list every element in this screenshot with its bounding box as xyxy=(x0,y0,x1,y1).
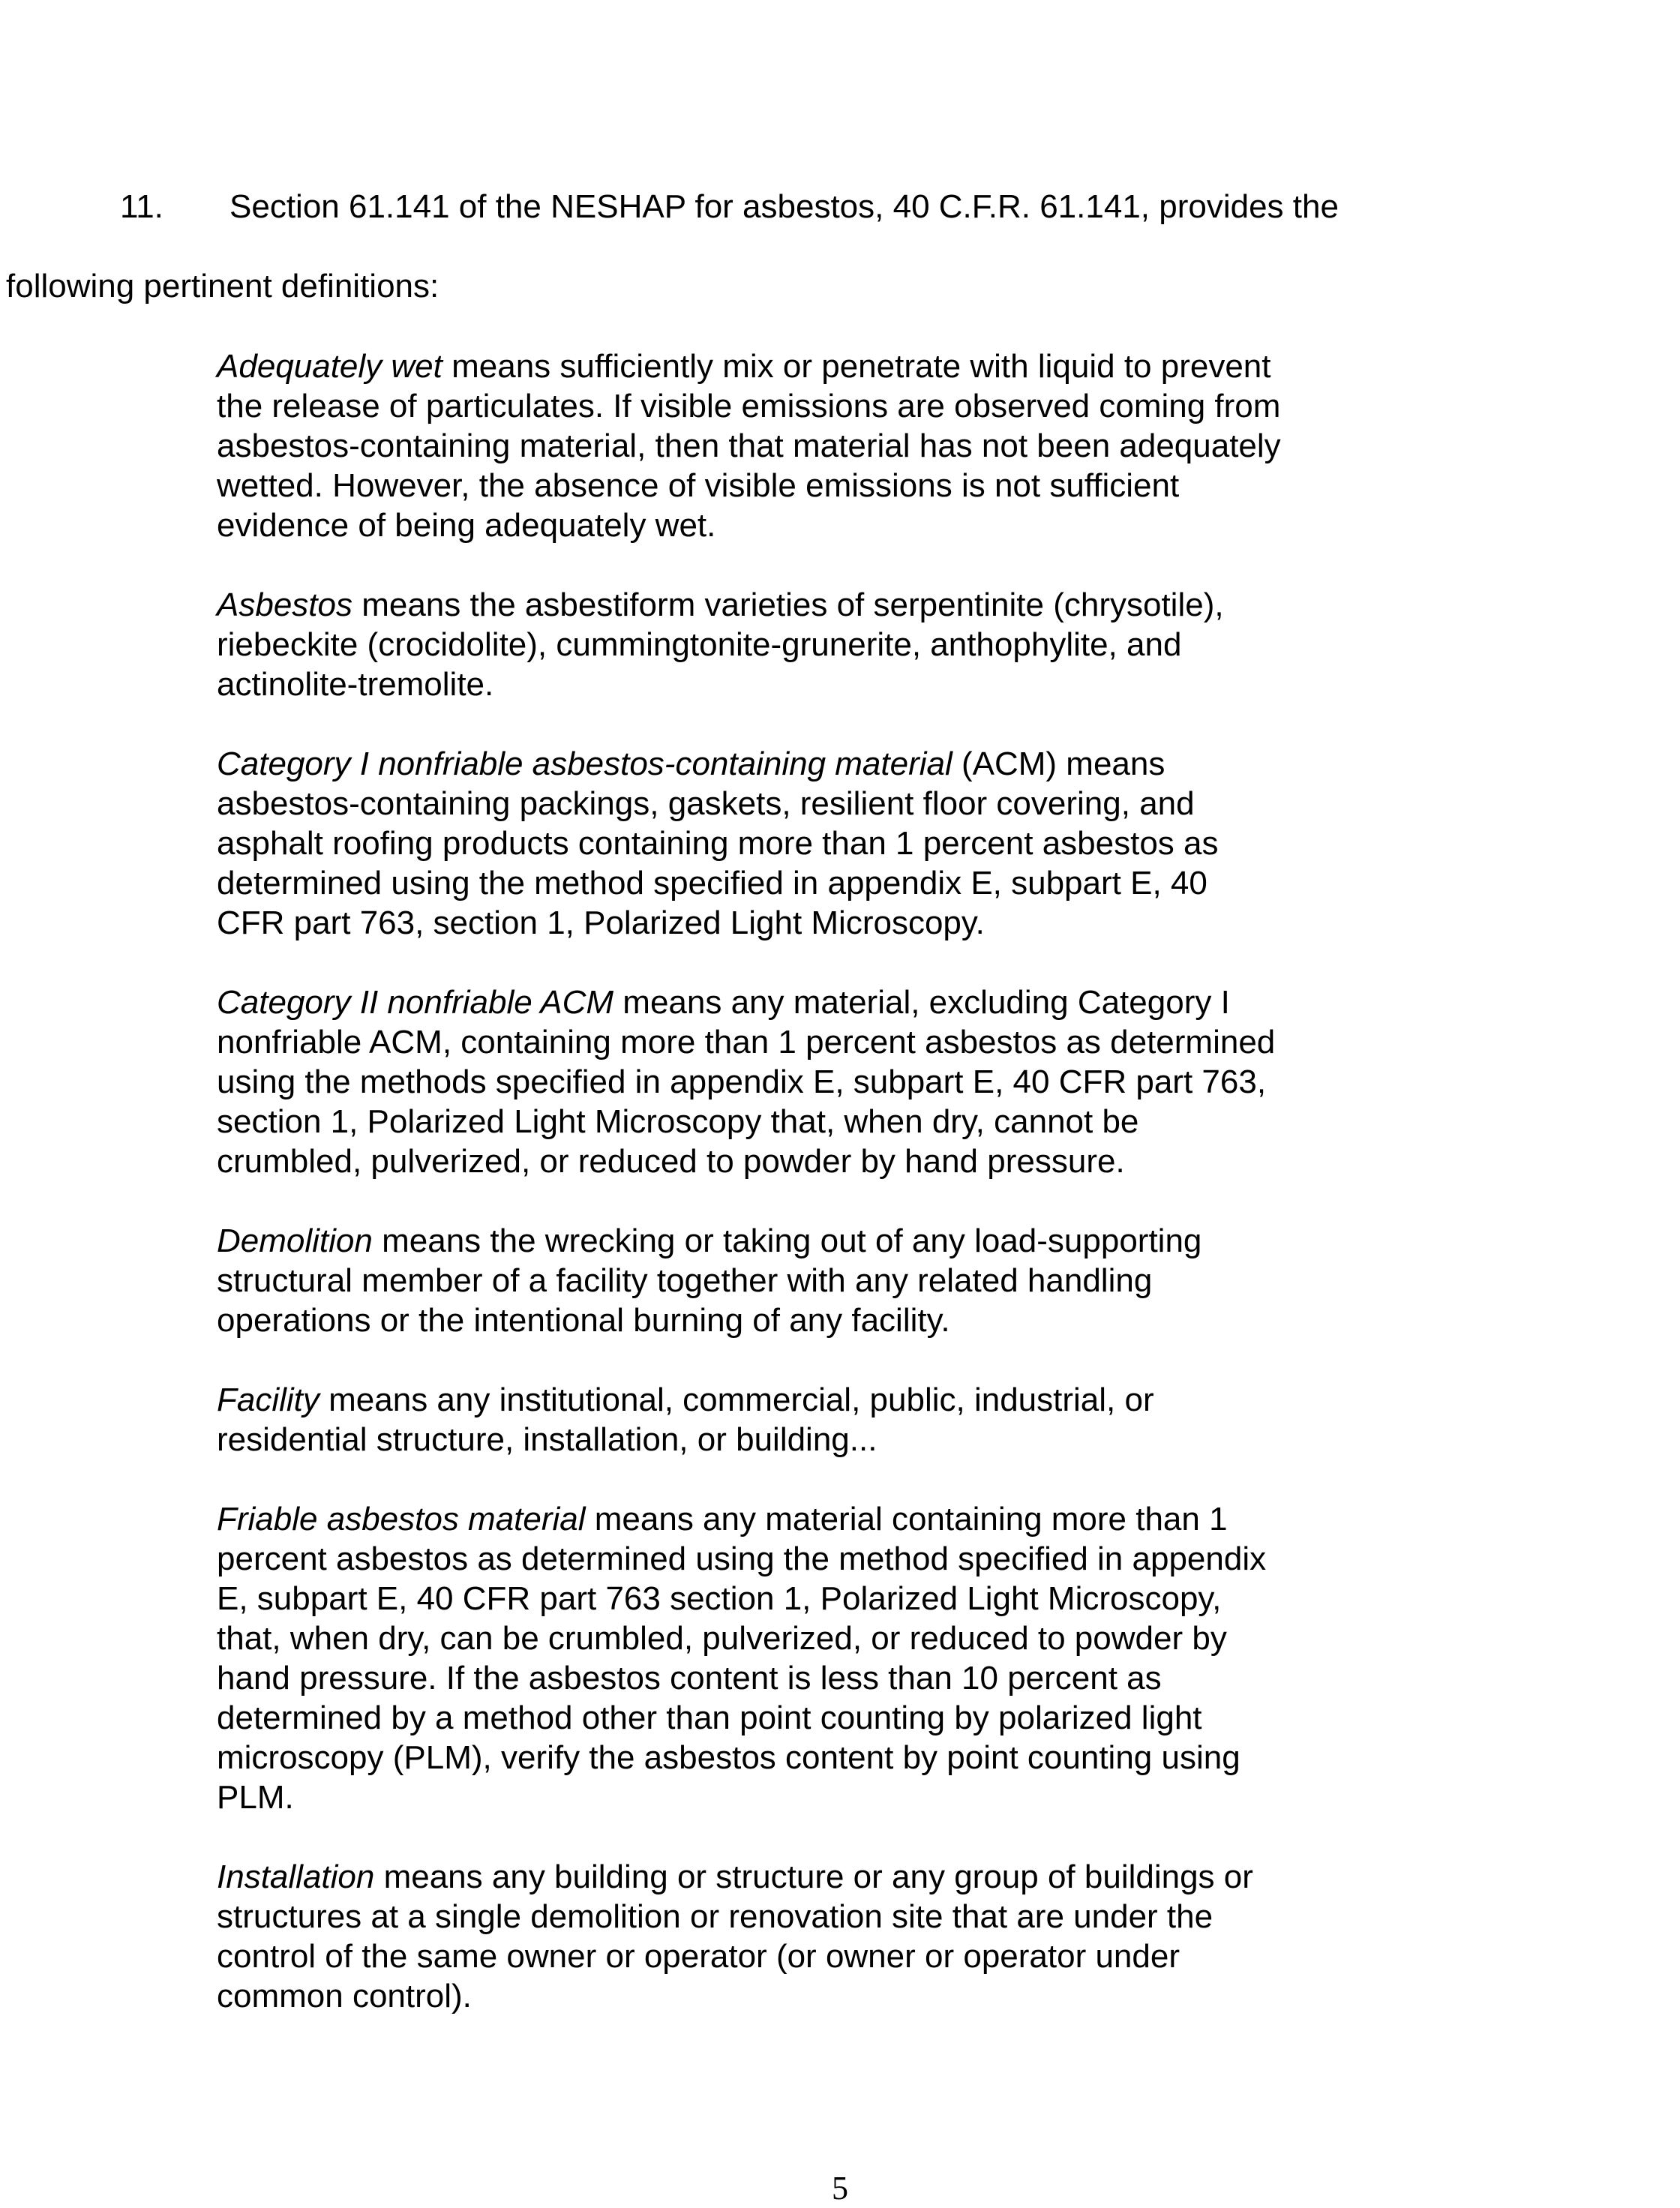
definitions-list xyxy=(217,346,1282,2056)
definition-adequately-wet xyxy=(217,346,1282,545)
definition-term: Facility xyxy=(217,1382,320,1418)
definition-body: means the asbestiform varieties of serpentinite (chrysotile), riebeckite (crocidolite), cummingtonite-grunerite, anthophylite, and actinolite-tremolite. xyxy=(217,586,1224,703)
definition-category-i-nonfriable-acm xyxy=(217,744,1282,943)
definition-term: Demolition xyxy=(217,1222,373,1259)
definition-category-ii-nonfriable-acm xyxy=(217,982,1282,1181)
definition-installation xyxy=(217,1857,1282,2016)
definition-term: Asbestos xyxy=(217,586,352,623)
definition-term: Category I nonfriable asbestos-containing material xyxy=(217,746,952,782)
definition-body: means any institutional, commercial, public, industrial, or residential structure, installation, or building... xyxy=(217,1382,1154,1458)
definition-body: means sufficiently mix or penetrate with liquid to prevent the release of particulates. If visible emissions are observed coming from asbestos-containing material, then that material has not been adequately wetted. However, the absence of visible emissions is not sufficient evidence of being adequately wet. xyxy=(217,348,1281,544)
paragraph-lead-text: Section 61.141 of the NESHAP for asbestos, 40 C.F.R. 61.141, provides the xyxy=(230,188,1339,225)
definition-body: means any building or structure or any group of buildings or structures at a single demolition or renovation site that are under the control of the same owner or operator (or owner or operator under common control). xyxy=(217,1858,1253,2014)
definition-body: (ACM) means asbestos-containing packings, gaskets, resilient floor covering, and asphalt roofing products containing more than 1 percent asbestos as determined using the method specified in appendix E, subpart E, 40 CFR part 763, section 1, Polarized Light Microscopy. xyxy=(217,746,1219,941)
definition-term: Adequately wet xyxy=(217,348,442,385)
paragraph-continuation-text: following pertinent definitions: xyxy=(6,268,440,304)
definition-term: Friable asbestos material xyxy=(217,1501,586,1538)
definition-term: Installation xyxy=(217,1858,375,1895)
definition-demolition xyxy=(217,1221,1282,1340)
definition-asbestos xyxy=(217,585,1282,704)
definition-body: means any material, excluding Category I nonfriable ACM, containing more than 1 percent asbestos as determined using the methods specified in appendix E, subpart E, 40 CFR part 763, section 1, Polarized Light Microscopy that, when dry, cannot be crumbled, pulverized, or reduced to powder by hand pressure. xyxy=(217,984,1276,1180)
definition-body: means any material containing more than 1 percent asbestos as determined using the method specified in appendix E, subpart E, 40 CFR part 763 section 1, Polarized Light Microscopy, that, when dry, can be crumbled, pulverized, or reduced to powder by hand pressure. If the asbestos content is less than 10 percent as determined by a method other than point counting by polarized light microscopy (PLM), verify the asbestos content by point counting using PLM. xyxy=(217,1501,1267,1816)
page-number: 5 xyxy=(832,2170,848,2206)
definition-friable-asbestos-material xyxy=(217,1499,1282,1817)
definition-body: means the wrecking or taking out of any load-supporting structural member of a facility together with any related handling operations or the intentional burning of any facility. xyxy=(217,1222,1202,1339)
definition-term: Category II nonfriable ACM xyxy=(217,984,614,1021)
paragraph-number: 11. xyxy=(120,188,164,225)
definition-facility xyxy=(217,1380,1282,1460)
